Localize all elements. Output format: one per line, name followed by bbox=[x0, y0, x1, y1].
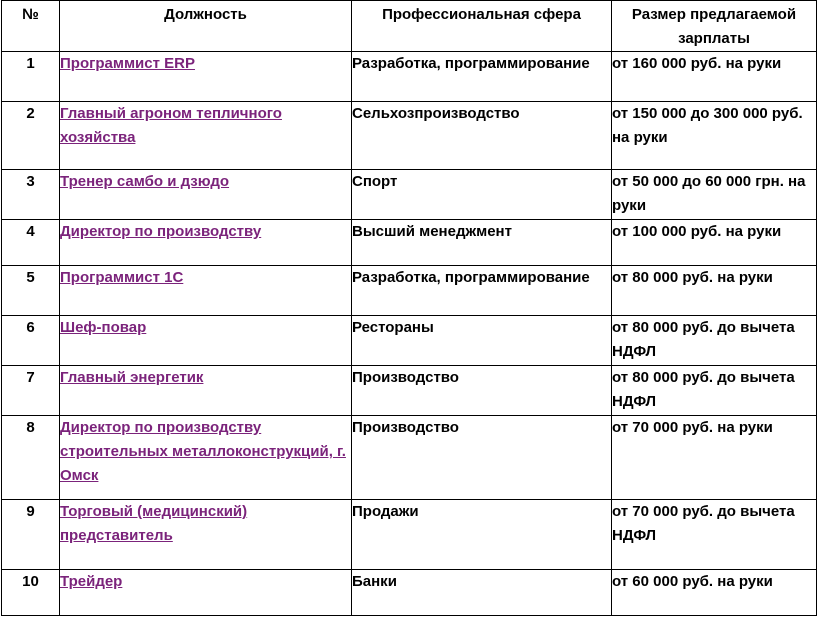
sphere-cell: Продажи bbox=[352, 500, 612, 570]
vacancies-table bbox=[1, 0, 817, 616]
table-row bbox=[2, 52, 817, 102]
salary-cell: от 150 000 до 300 000 руб. на руки bbox=[612, 102, 817, 170]
table-row bbox=[2, 416, 817, 500]
table-row bbox=[2, 170, 817, 220]
salary-cell: от 80 000 руб. до вычета НДФЛ bbox=[612, 316, 817, 366]
table-row bbox=[2, 220, 817, 266]
header-sphere: Профессиональная сфера bbox=[352, 1, 612, 52]
table-row bbox=[2, 102, 817, 170]
sphere-cell: Высший менеджмент bbox=[352, 220, 612, 266]
salary-cell: от 50 000 до 60 000 грн. на руки bbox=[612, 170, 817, 220]
row-number: 10 bbox=[2, 570, 60, 616]
row-number: 6 bbox=[2, 316, 60, 366]
table-row bbox=[2, 316, 817, 366]
table-body bbox=[2, 52, 817, 616]
position-cell bbox=[60, 266, 352, 316]
table-row bbox=[2, 500, 817, 570]
position-cell bbox=[60, 500, 352, 570]
position-link[interactable]: Директор по производству bbox=[60, 223, 262, 240]
position-link[interactable]: Директор по производству строительных металлоконструкций, г. Омск bbox=[60, 419, 346, 484]
row-number: 5 bbox=[2, 266, 60, 316]
sphere-cell: Разработка, программирование bbox=[352, 266, 612, 316]
row-number: 3 bbox=[2, 170, 60, 220]
position-cell bbox=[60, 102, 352, 170]
position-cell bbox=[60, 416, 352, 500]
sphere-cell: Банки bbox=[352, 570, 612, 616]
position-link[interactable]: Программист 1С bbox=[60, 269, 184, 286]
table-row bbox=[2, 570, 817, 616]
sphere-cell: Сельхозпроизводство bbox=[352, 102, 612, 170]
sphere-cell: Производство bbox=[352, 366, 612, 416]
salary-cell: от 70 000 руб. на руки bbox=[612, 416, 817, 500]
header-number: № bbox=[2, 1, 60, 52]
row-number: 2 bbox=[2, 102, 60, 170]
header-salary: Размер предлагаемой зарплаты bbox=[612, 1, 817, 52]
row-number: 9 bbox=[2, 500, 60, 570]
salary-cell: от 160 000 руб. на руки bbox=[612, 52, 817, 102]
row-number: 4 bbox=[2, 220, 60, 266]
salary-cell: от 80 000 руб. на руки bbox=[612, 266, 817, 316]
salary-cell: от 70 000 руб. до вычета НДФЛ bbox=[612, 500, 817, 570]
position-link[interactable]: Трейдер bbox=[60, 573, 123, 590]
position-link[interactable]: Программист ERP bbox=[60, 55, 195, 72]
position-link[interactable]: Главный энергетик bbox=[60, 369, 204, 386]
salary-cell: от 100 000 руб. на руки bbox=[612, 220, 817, 266]
sphere-cell: Разработка, программирование bbox=[352, 52, 612, 102]
position-cell bbox=[60, 170, 352, 220]
table-row bbox=[2, 366, 817, 416]
position-link[interactable]: Тренер самбо и дзюдо bbox=[60, 173, 230, 190]
position-cell bbox=[60, 316, 352, 366]
position-cell bbox=[60, 366, 352, 416]
salary-cell: от 80 000 руб. до вычета НДФЛ bbox=[612, 366, 817, 416]
salary-cell: от 60 000 руб. на руки bbox=[612, 570, 817, 616]
row-number: 1 bbox=[2, 52, 60, 102]
position-cell bbox=[60, 570, 352, 616]
sphere-cell: Рестораны bbox=[352, 316, 612, 366]
table-header-row bbox=[2, 1, 817, 52]
position-link[interactable]: Главный агроном тепличного хозяйства bbox=[60, 105, 282, 146]
sphere-cell: Производство bbox=[352, 416, 612, 500]
row-number: 7 bbox=[2, 366, 60, 416]
header-position: Должность bbox=[60, 1, 352, 52]
position-link[interactable]: Шеф-повар bbox=[60, 319, 147, 336]
table-row bbox=[2, 266, 817, 316]
position-cell bbox=[60, 52, 352, 102]
sphere-cell: Спорт bbox=[352, 170, 612, 220]
row-number: 8 bbox=[2, 416, 60, 500]
position-link[interactable]: Торговый (медицинский) представитель bbox=[60, 503, 248, 544]
position-cell bbox=[60, 220, 352, 266]
